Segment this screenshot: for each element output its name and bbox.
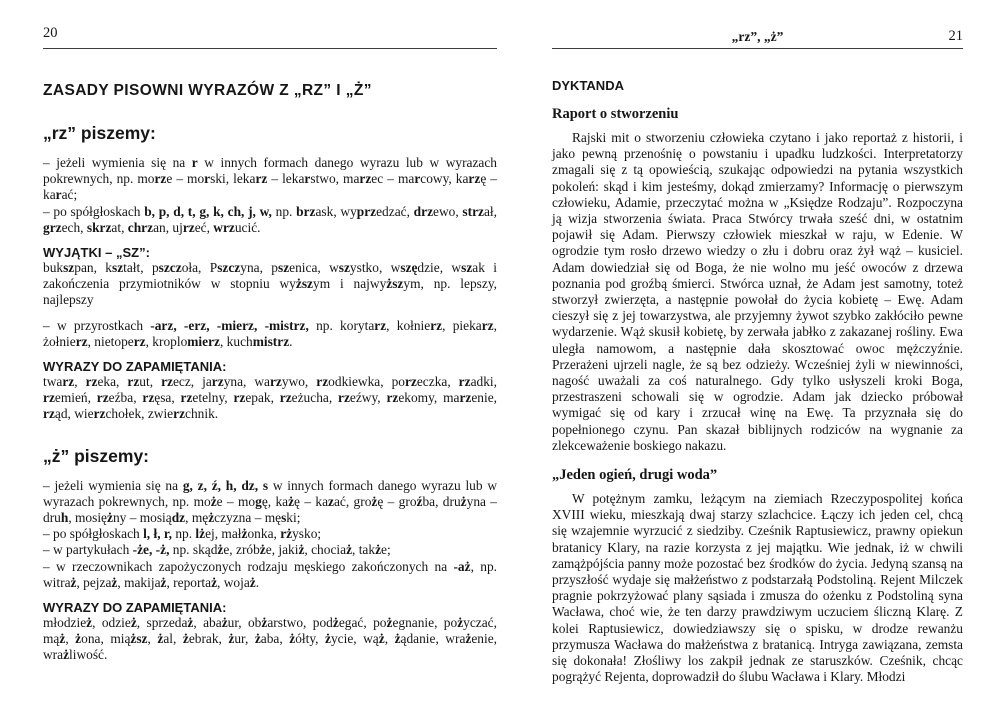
page-number-left: 20 — [43, 25, 58, 41]
dictation-1-text: Rajski mit o stworzeniu człowieka czytano i jako reportaż z historii, i jako pewną przenośnię o powstaniu i upadku ludzkości. Interpretatorzy zmagali się z tą opowieścią, szukając odpowiedzi na pytania wszystkich pokoleń: skąd i kim jesteśmy, dokąd zmierzamy? Informację o pierwszym człowieku, Adamie, przeczytać można w „Księdze Rodzaju”. Rozpoczyna ją wizja stworzenia świata. Praca Stwórcy trwała sześć dni, w ostatnim pojawił się Adam. Pierwszy człowiek mieszkał w raju, w Edenie. W ogrodzie tym rosło drzewo wiedzy o złu i dobru oraz żył wąż – kusiciel. Adam dowiedział się od Boga, że nie wolno mu jeść owoców z drzewa poznania pod groźbą śmierci. Stwórca uznał, że Adam jest samotny, toteż stworzył zwierzęta, a następnie powołał do życia kobietę – Ewę. Adam cieszył się z jej towarzystwa, ale przyjemny żywot szybko zakłóciło pewne wydarzenie. Wąż skusił kobietę, by zerwała jabłko z zakazanej rośliny. Ewa uległa namowom, a następnie dała skosztować owoc mężczyźnie. Przerażeni ujrzeli nagle, że są bez odzieży. Wcześniej żyli w niewinności, nagość uważali za coś naturalnego. Gdy tylko usłyszeli kroki Boga, przestraszeni schowali się w ogrodzie. Adam jak dziecko próbował wymigać się od kary i zrzucał winę na Ewę. Ta przyznała się do popełnionego czynu. Pan skazał biblijnych rodziców na wygnanie za zlekceważenie boskiego nakazu. — [552, 130, 963, 453]
running-title: „rz”, „ż” — [731, 29, 784, 44]
z-rule-particles: – w partykułach -że, -ż, np. skądże, zróbże, jakiż, chociaż, także; — [43, 542, 391, 558]
page-head-left — [43, 0, 497, 45]
rz-rule-suffixes: – w przyrostkach -arz, -erz, -mierz, -mistrz, np. korytarz, kołnierz, piekarz, żołnierz, nietoperz, kroplomierz, kuchmistrz. — [43, 317, 497, 349]
header-rule-left — [43, 48, 497, 49]
page-right — [552, 0, 963, 686]
rz-rule-exchange: – jeżeli wymienia się na r w innych formach danego wyrazu lub w wyrazach pokrewnych, np. morze – morski, lekarz – lekarstwo, marzec – marcowy, karzę – karać; — [43, 155, 497, 203]
dictation-1-title: Raport o stworzeniu — [552, 106, 679, 122]
z-remember-heading: WYRAZY DO ZAPAMIĘTANIA: — [43, 600, 227, 616]
z-rule-loanwords: – w rzeczownikach zapożyczonych rodzaju męskiego zakończonych na -aż, np. witraż, pejzaż, makijaż, reportaż, wojaż. — [43, 558, 497, 590]
rz-section-heading: „rz” piszemy: — [43, 123, 156, 143]
dictations-label: DYKTANDA — [552, 78, 624, 93]
z-section-heading: „ż” piszemy: — [43, 445, 149, 466]
rz-exceptions-list: bukszpan, kształt, pszczoła, Pszczyna, pszenica, wszystko, wszędzie, wszak i zakończenia przymiotników w stopniu wyższym i najwyższym, np. lepszy, najlepszy — [43, 260, 497, 308]
z-rule-consonants: – po spółgłoskach l, ł, r, np. lżej, małżonka, rżysko; — [43, 526, 322, 542]
header-rule-right — [552, 48, 963, 49]
rz-remember-list: twarz, rzeka, rzut, rzecz, jarzyna, warzywo, rzodkiewka, porzeczka, rzadki, rzemień, rzeźba, rzęsa, rzetelny, rzepak, rzeżucha, rzeźwy, rzekomy, marzenie, rząd, wierzchołek, zwierzchnik. — [43, 374, 497, 422]
dictation-2-text: W potężnym zamku, leżącym na ziemiach Rzeczypospolitej końca XVIII wieku, mieszkają dwaj starzy szlachcice. Łączy ich jeden cel, chcą się wzajemnie wyrzucić z siedziby. Cześnik Raptusiewicz, prawny opiekun bratanicy Klary, na razie korzysta z jej majątku. Wie jednak, iż w chwili zamążpójścia panny może pozostać bez środków do życia. Jedyną szansą na przyszłość wydaje się małżeństwo z podstarzałą Podstoliną. Rejent Milczek pragnie pokrzyżować plany sąsiada i zmusza do ożenku z Podstoliną syna Wacława, choć wie, że ten darzy prawdziwym uczuciem śliczną Klarę. Z kolei Raptusiewicz, dowiedziawszy się o spisku, w drodze rewanżu przymusza Wacława do małżeństwa z bratanicą. Intryga zawiązana, zemsta się dokonała! Złośliwy los zakpił jednak ze staruszków. Cześnik, chcąc pogrążyć Rejenta, doprowadził do ślubu Wacława i Klary. Młodzi — [552, 491, 963, 685]
page-number-right: 21 — [948, 28, 963, 44]
rz-remember-heading: WYRAZY DO ZAPAMIĘTANIA: — [43, 359, 227, 375]
rz-exceptions-heading: WYJĄTKI – „SZ”: — [43, 245, 150, 261]
page-head-right — [552, 0, 963, 45]
page-left — [43, 0, 497, 664]
page-title: ZASADY PISOWNI WYRAZÓW Z „RZ” I „Ż” — [43, 82, 372, 99]
rz-rule-consonants: – po spółgłoskach b, p, d, t, g, k, ch, j, w, np. brzask, wyprzedzać, drzewo, strzał, grzech, skrzat, chrzan, ujrzeć, wrzucić. — [43, 203, 497, 235]
dictation-2-title: „Jeden ogień, drugi woda” — [552, 467, 718, 484]
z-remember-list: młodzież, odzież, sprzedaż, abażur, obżarstwo, podżegać, pożegnanie, pożyczać, mąż, żona, miąższ, żal, żebrak, żur, żaba, żółty, życie, wąż, żądanie, wrażenie, wrażliwość. — [43, 615, 497, 663]
z-rule-exchange: – jeżeli wymienia się na g, z, ź, h, dz, s w innych formach danego wyrazu lub w wyrazach pokrewnych, np. może – mogę, każę – kazać, grożę – groźba, drużyna – druh, mosiężny – mosiądz, mężczyzna – męski; — [43, 477, 497, 526]
